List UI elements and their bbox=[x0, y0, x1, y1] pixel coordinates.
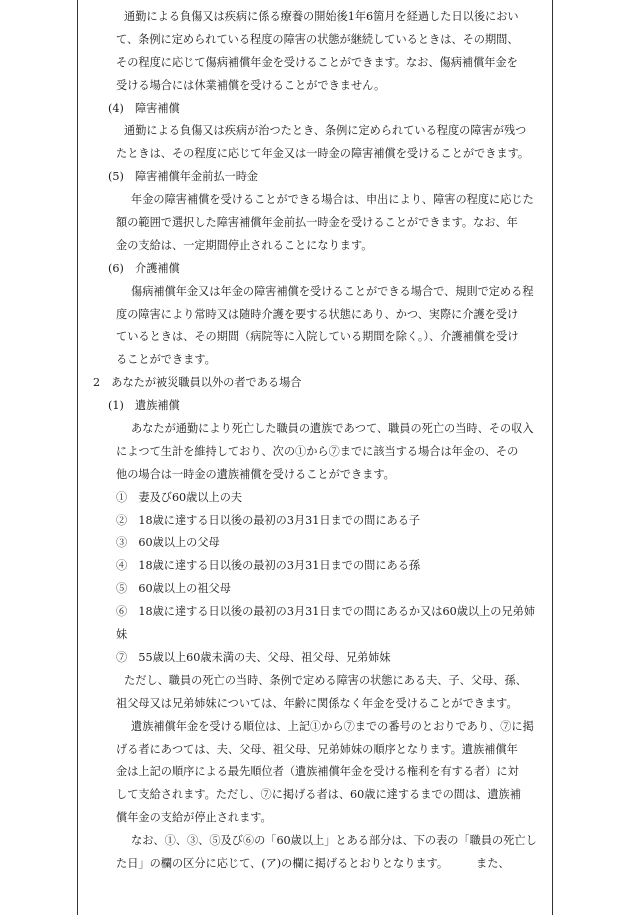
document-body bbox=[86, 6, 548, 876]
text-line: 年金の障害補償を受けることができる場合は、申出により、障害の程度に応じた bbox=[131, 193, 534, 207]
text-line: て、条例に定められている程度の障害の状態が継続しているときは、その期間、 bbox=[116, 32, 519, 46]
text-line: 他の場合は一時金の遺族補償を受けることができます。 bbox=[116, 467, 395, 481]
text-line: 通勤による負傷又は疾病が治つたとき、条例に定められている程度の障害が残つ bbox=[124, 124, 527, 138]
text-line: (6) 介護補償 bbox=[108, 261, 180, 275]
text-line: 2 あなたが被災職員以外の者である場合 bbox=[93, 376, 302, 390]
text-line: ただし、職員の死亡の当時、条例で定める障害の状態にある夫、子、父母、孫、 bbox=[124, 673, 527, 687]
text-line: 遺族補償年金を受ける順位は、上記①から⑦までの番号のとおりであり、⑦に掲 bbox=[131, 719, 534, 733]
text-line: して支給されます。ただし、⑦に掲げる者は、60歳に達するまでの間は、遺族補 bbox=[116, 788, 521, 802]
text-line: 通勤による負傷又は疾病に係る療養の開始後1年6箇月を経過した日以後におい bbox=[124, 10, 519, 23]
right-border-line bbox=[552, 0, 553, 915]
text-line: あなたが通勤により死亡した職員の遺族であつて、職員の死亡の当時、その収入 bbox=[131, 422, 534, 436]
text-line: ⑤ 60歳以上の祖父母 bbox=[116, 582, 231, 596]
text-line: た日」の欄の区分に応じて、(ア)の欄に掲げるとおりとなります。 また、 bbox=[116, 856, 510, 870]
text-line: 傷病補償年金又は年金の障害補償を受けることができる場合で、規則で定める程 bbox=[131, 284, 534, 298]
text-line: 金は上記の順序による最先順位者（遺族補償年金を受ける権利を有する者）に対 bbox=[116, 765, 519, 779]
text-line: ているときは、その期間（病院等に入院している期間を除く。）、介護補償を受け bbox=[116, 330, 519, 344]
text-line: 妹 bbox=[116, 628, 128, 642]
text-line: ることができます。 bbox=[116, 353, 216, 367]
text-line: (1) 遺族補償 bbox=[108, 399, 180, 413]
text-line: ③ 60歳以上の父母 bbox=[116, 536, 220, 550]
text-line: (4) 障害補償 bbox=[108, 101, 180, 115]
text-line: によつて生計を維持しており、次の①から⑦までに該当する場合は年金の、その bbox=[116, 444, 519, 458]
text-line: 祖父母又は兄弟姉妹については、年齢に関係なく年金を受けることができます。 bbox=[116, 696, 518, 710]
text-line: その程度に応じて傷病補償年金を受けることができます。なお、傷病補償年金を bbox=[116, 55, 518, 69]
text-line: たときは、その程度に応じて年金又は一時金の障害補償を受けることができます。 bbox=[116, 147, 530, 161]
text-line: 受ける場合には休業補償を受けることができません。 bbox=[116, 78, 386, 92]
text-line: (5) 障害補償年金前払一時金 bbox=[108, 170, 259, 184]
text-line: 金の支給は、一定期間停止されることになります。 bbox=[116, 238, 373, 252]
text-line: げる者にあつては、夫、父母、祖父母、兄弟姉妹の順序となります。遺族補償年 bbox=[116, 742, 518, 756]
text-line: ⑦ 55歳以上60歳未満の夫、父母、祖父母、兄弟姉妹 bbox=[116, 650, 391, 664]
text-line: ② 18歳に達する日以後の最初の3月31日までの間にある子 bbox=[116, 513, 421, 527]
text-line: ④ 18歳に達する日以後の最初の3月31日までの間にある孫 bbox=[116, 559, 421, 573]
left-border-line bbox=[77, 0, 78, 915]
text-line: 度の障害により常時又は随時介護を要する状態にあり、かつ、実際に介護を受け bbox=[116, 307, 519, 321]
text-line: ⑥ 18歳に達する日以後の最初の3月31日までの間にあるか又は60歳以上の兄弟姉 bbox=[116, 605, 536, 619]
text-line: 償年金の支給が停止されます。 bbox=[116, 811, 272, 825]
text-line: なお、①、③、⑤及び⑥の「60歳以上」とある部分は、下の表の「職員の死亡し bbox=[131, 834, 537, 848]
text-line: ① 妻及び60歳以上の夫 bbox=[116, 490, 243, 504]
text-line: 額の範囲で選択した障害補償年金前払一時金を受けることができます。なお、年 bbox=[116, 216, 518, 230]
